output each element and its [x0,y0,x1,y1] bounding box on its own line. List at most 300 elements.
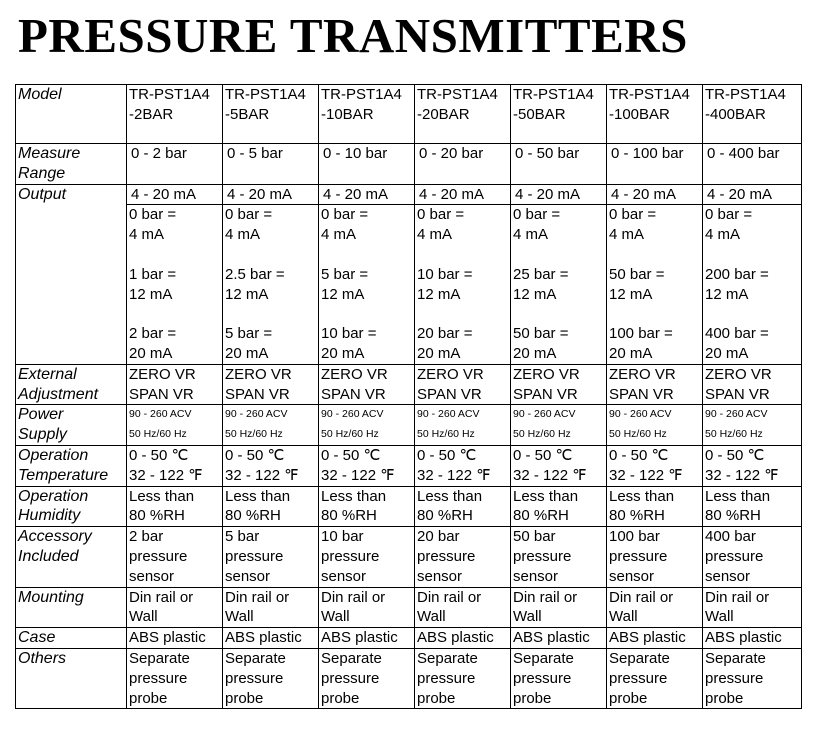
cell-text: 5 bar [225,528,260,546]
cell-text: 0 - 50 ℃ [609,446,669,464]
spec-cell [607,628,703,649]
spec-cell [319,527,415,587]
cell-text: 32 - 122 ℉ [513,466,587,484]
blank-line [321,245,414,265]
label-text: Case [18,629,56,647]
cell-text: Din rail or [417,588,482,606]
spec-cell [415,527,511,587]
spec-cell [415,205,511,364]
cell-text: 90 - 260 ACV [129,408,192,421]
spec-cell [415,486,511,527]
label-text: External [18,365,77,383]
spec-cell [127,445,223,486]
label-text: Accessory [18,528,92,546]
cell-text: pressure [513,669,572,687]
cell-text: ZERO VR [609,365,676,383]
cell-text: 80 %RH [609,507,665,525]
label-text: Operation [18,446,89,464]
cell-text: 20 mA [321,344,365,362]
cell-text: 80 %RH [705,507,761,525]
label-text: Range [18,164,66,182]
label-text: Others [18,649,67,667]
cell-text: ABS plastic [225,629,302,647]
cell-text: Separate [129,649,190,667]
cell-text: ZERO VR [321,365,388,383]
cell-text: Wall [705,608,734,626]
cell-text: sensor [129,567,175,585]
row-mounting [16,587,802,628]
spec-cell [223,364,319,405]
cell-text: sensor [225,567,271,585]
cell-text: TR-PST1A4 [705,86,786,103]
cell-text: 20 bar = [417,325,473,343]
spec-cell [607,486,703,527]
spec-cell [511,628,607,649]
row-label-case [16,628,127,649]
cell-text: 0 bar = [705,206,753,224]
spec-cell [703,486,802,527]
cell-text: 4 mA [705,226,741,244]
cell-text: pressure [225,669,284,687]
cell-text: TR-PST1A4 [513,86,594,103]
cell-text: 0 - 100 bar [611,145,684,162]
cell-text: SPAN VR [609,385,674,403]
cell-text: 0 - 50 ℃ [513,446,573,464]
row-model [16,85,802,144]
spec-cell [319,405,415,446]
cell-text: 0 - 5 bar [227,145,283,162]
cell-text: sensor [513,567,559,585]
cell-text: probe [513,689,552,707]
row-accessory [16,527,802,587]
cell-text: 12 mA [513,285,557,303]
spec-cell [703,364,802,405]
cell-text: Din rail or [129,588,194,606]
row-operation-temperature [16,445,802,486]
row-label-operation-temperature [16,445,127,486]
spec-cell [319,648,415,708]
cell-text: 90 - 260 ACV [321,408,384,421]
cell-text: 0 - 50 ℃ [225,446,285,464]
spec-cell [511,144,607,185]
cell-text: 20 mA [609,344,653,362]
label-text: Temperature [18,466,109,484]
spec-cell [703,184,802,205]
cell-text: TR-PST1A4 [225,86,306,103]
cell-text: 50 Hz/60 Hz [609,428,667,441]
cell-text: 0 bar = [513,206,561,224]
cell-text: 50 Hz/60 Hz [129,428,187,441]
spec-cell [703,85,802,144]
cell-text: Less than [609,487,675,505]
cell-text: pressure [129,547,188,565]
cell-text: 0 bar = [129,206,177,224]
cell-text: 100 bar [609,528,660,546]
cell-text: ABS plastic [705,629,782,647]
spec-cell [607,445,703,486]
spec-cell [511,364,607,405]
cell-text: 0 bar = [417,206,465,224]
cell-text: -2BAR [129,105,174,123]
cell-text: TR-PST1A4 [609,86,690,103]
spec-cell [703,144,802,185]
spec-cell [607,587,703,628]
spec-cell [319,144,415,185]
row-label-others [16,648,127,708]
cell-text: 4 mA [225,226,261,244]
cell-text: TR-PST1A4 [129,86,210,103]
row-label-model [16,85,127,144]
cell-text: probe [609,689,648,707]
spec-cell [607,184,703,205]
spec-cell [607,144,703,185]
cell-text: Separate [225,649,286,667]
spec-cell [127,628,223,649]
spec-cell [319,628,415,649]
cell-text: 4 - 20 mA [323,185,389,203]
spec-cell [223,587,319,628]
cell-text: 32 - 122 ℉ [129,466,203,484]
cell-text: Din rail or [705,588,770,606]
cell-text: 100 bar = [609,325,673,343]
cell-text: 80 %RH [129,507,185,525]
cell-text: pressure [609,547,668,565]
spec-cell [127,364,223,405]
cell-text: pressure [321,547,380,565]
cell-text: probe [129,689,168,707]
spec-cell [415,184,511,205]
cell-text: 12 mA [321,285,365,303]
spec-cell [703,405,802,446]
cell-text: 10 bar = [321,325,377,343]
page-title: PRESSURE TRANSMITTERS [18,8,688,63]
cell-text: 32 - 122 ℉ [705,466,779,484]
cell-text: 50 Hz/60 Hz [321,428,379,441]
cell-text: -400BAR [705,105,766,123]
spec-cell [511,85,607,144]
cell-text: Less than [129,487,195,505]
cell-text: probe [705,689,744,707]
label-text: Operation [18,487,89,505]
cell-text: 32 - 122 ℉ [225,466,299,484]
cell-text: 32 - 122 ℉ [417,466,491,484]
cell-text: sensor [417,567,463,585]
spec-cell [319,205,415,364]
cell-text: ZERO VR [417,365,484,383]
cell-text: Wall [321,608,350,626]
cell-text: 4 - 20 mA [419,185,485,203]
row-others [16,648,802,708]
cell-text: 20 mA [417,344,461,362]
label-text: Model [18,86,62,103]
cell-text: 50 Hz/60 Hz [225,428,283,441]
blank-line [513,304,606,324]
cell-text: 4 mA [513,226,549,244]
cell-text: ABS plastic [513,629,590,647]
spec-cell [127,587,223,628]
cell-text: 12 mA [129,285,173,303]
spec-cell [223,405,319,446]
spec-cell [415,405,511,446]
cell-text: Din rail or [609,588,674,606]
cell-text: pressure [417,669,476,687]
cell-text: ZERO VR [129,365,196,383]
cell-text: pressure [225,547,284,565]
cell-text: 12 mA [225,285,269,303]
cell-text: 32 - 122 ℉ [609,466,683,484]
cell-text: 0 - 400 bar [707,145,780,162]
spec-cell [127,486,223,527]
cell-text: probe [225,689,264,707]
row-output-mapping [16,205,802,364]
cell-text: 20 mA [513,344,557,362]
cell-text: SPAN VR [417,385,482,403]
label-text: Mounting [18,588,84,606]
spec-cell [415,445,511,486]
spec-cell [607,527,703,587]
cell-text: 0 bar = [225,206,273,224]
spec-cell [703,628,802,649]
cell-text: 400 bar = [705,325,769,343]
cell-text: 0 - 50 bar [515,145,580,162]
cell-text: Wall [225,608,254,626]
cell-text: 32 - 122 ℉ [321,466,395,484]
cell-text: 20 bar [417,528,460,546]
spec-cell [127,405,223,446]
cell-text: 5 bar = [321,265,369,283]
cell-text: Din rail or [513,588,578,606]
spec-cell [415,364,511,405]
cell-text: Less than [705,487,771,505]
blank-line [513,245,606,265]
cell-text: 400 bar [705,528,756,546]
spec-cell [223,527,319,587]
row-label-mounting [16,587,127,628]
cell-text: -100BAR [609,105,670,123]
spec-cell [607,405,703,446]
spec-cell [223,144,319,185]
row-output [16,184,802,205]
cell-text: Less than [513,487,579,505]
cell-text: 12 mA [705,285,749,303]
cell-text: 0 - 2 bar [131,145,187,162]
spec-cell [703,587,802,628]
label-text: Supply [18,426,67,444]
blank-line [225,245,318,265]
spec-cell [415,144,511,185]
cell-text: -5BAR [225,105,270,123]
blank-line [417,245,510,265]
spec-cell [511,184,607,205]
cell-text: 0 - 20 bar [419,145,484,162]
label-text: Humidity [18,507,81,525]
row-case [16,628,802,649]
row-label-operation-humidity [16,486,127,527]
cell-text: Separate [417,649,478,667]
spec-cell [223,205,319,364]
cell-text: 0 - 10 bar [323,145,388,162]
row-label-accessory [16,527,127,587]
cell-text: 50 bar = [513,325,569,343]
row-label-external-adjustment [16,364,127,405]
cell-text: 12 mA [609,285,653,303]
spec-cell [511,648,607,708]
row-measure-range [16,144,802,185]
cell-text: 0 - 50 ℃ [129,446,189,464]
cell-text: pressure [705,669,764,687]
spec-cell [511,587,607,628]
spec-cell [511,527,607,587]
cell-text: Wall [417,608,446,626]
cell-text: ZERO VR [705,365,772,383]
spec-cell [607,364,703,405]
spec-cell [223,85,319,144]
cell-text: 4 - 20 mA [131,185,197,203]
cell-text: 50 Hz/60 Hz [417,428,475,441]
cell-text: Less than [417,487,483,505]
spec-cell [511,445,607,486]
row-label-measure-range [16,144,127,185]
spec-cell [319,486,415,527]
cell-text: 50 Hz/60 Hz [513,428,571,441]
cell-text: 4 mA [609,226,645,244]
spec-cell [703,648,802,708]
cell-text: 0 - 50 ℃ [417,446,477,464]
cell-text: SPAN VR [225,385,290,403]
cell-text: 0 - 50 ℃ [705,446,765,464]
spec-cell [511,405,607,446]
cell-text: probe [417,689,456,707]
cell-text: Wall [513,608,542,626]
spec-cell [703,205,802,364]
spec-cell [511,486,607,527]
label-text: Adjustment [18,385,99,403]
spec-cell [607,205,703,364]
row-label-power-supply [16,405,127,446]
cell-text: sensor [705,567,751,585]
cell-text: 2.5 bar = [225,265,285,283]
cell-text: pressure [705,547,764,565]
cell-text: 10 bar [321,528,364,546]
spec-cell [127,184,223,205]
cell-text: 4 - 20 mA [515,185,581,203]
row-label-output [16,184,127,364]
row-operation-humidity [16,486,802,527]
cell-text: 4 mA [321,226,357,244]
cell-text: Wall [609,608,638,626]
cell-text: Din rail or [321,588,386,606]
cell-text: 4 - 20 mA [611,185,677,203]
spec-cell [127,144,223,185]
cell-text: Less than [225,487,291,505]
cell-text: ABS plastic [321,629,398,647]
cell-text: 200 bar = [705,265,769,283]
label-text: Measure [18,145,81,162]
cell-text: TR-PST1A4 [321,86,402,103]
spec-cell [415,587,511,628]
cell-text: 1 bar = [129,265,177,283]
cell-text: sensor [321,567,367,585]
cell-text: Separate [513,649,574,667]
blank-line [417,304,510,324]
cell-text: 50 bar [513,528,556,546]
spec-cell [703,445,802,486]
cell-text: 80 %RH [321,507,377,525]
cell-text: ZERO VR [513,365,580,383]
cell-text: 90 - 260 ACV [225,408,288,421]
row-power-supply [16,405,802,446]
cell-text: 4 - 20 mA [707,185,773,203]
blank-line [225,304,318,324]
cell-text: 90 - 260 ACV [609,408,672,421]
cell-text: 80 %RH [513,507,569,525]
cell-text: 4 - 20 mA [227,185,293,203]
label-text: Power [18,406,64,424]
cell-text: -20BAR [417,105,470,123]
blank-line [705,245,801,265]
spec-cell [223,648,319,708]
spec-cell [319,587,415,628]
spec-table [15,84,802,709]
cell-text: pressure [321,669,380,687]
cell-text: 80 %RH [417,507,473,525]
cell-text: SPAN VR [705,385,770,403]
spec-cell [415,628,511,649]
spec-cell [607,648,703,708]
cell-text: Separate [609,649,670,667]
cell-text: Din rail or [225,588,290,606]
spec-cell [319,445,415,486]
cell-text: 50 Hz/60 Hz [705,428,763,441]
cell-text: 20 mA [705,344,749,362]
blank-line [321,304,414,324]
cell-text: ABS plastic [129,629,206,647]
spec-cell [223,486,319,527]
cell-text: ZERO VR [225,365,292,383]
cell-text: pressure [609,669,668,687]
cell-text: 0 bar = [321,206,369,224]
cell-text: 0 bar = [609,206,657,224]
cell-text: 12 mA [417,285,461,303]
cell-text: 4 mA [129,226,165,244]
cell-text: 2 bar [129,528,164,546]
spec-cell [127,85,223,144]
cell-text: pressure [513,547,572,565]
cell-text: 20 mA [225,344,269,362]
spec-cell [319,85,415,144]
cell-text: pressure [417,547,476,565]
blank-line [129,304,222,324]
spec-cell [127,527,223,587]
cell-text: pressure [129,669,188,687]
spec-cell [415,648,511,708]
cell-text: Less than [321,487,387,505]
label-text: Included [18,547,79,565]
cell-text: 4 mA [417,226,453,244]
spec-cell [511,205,607,364]
cell-text: 20 mA [129,344,173,362]
cell-text: ABS plastic [417,629,494,647]
cell-text: 90 - 260 ACV [705,408,768,421]
cell-text: 10 bar = [417,265,473,283]
cell-text: SPAN VR [321,385,386,403]
cell-text: -10BAR [321,105,374,123]
cell-text: probe [321,689,360,707]
spec-cell [223,628,319,649]
spec-cell [703,527,802,587]
cell-text: 0 - 50 ℃ [321,446,381,464]
cell-text: ABS plastic [609,629,686,647]
